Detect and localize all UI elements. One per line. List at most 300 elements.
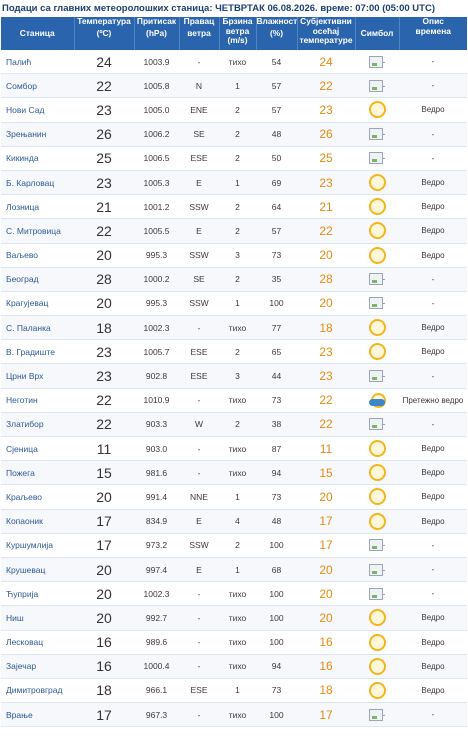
station-name[interactable]: Сомбор (1, 74, 74, 98)
wind-speed-value: 2 (219, 146, 256, 170)
sun-icon (369, 464, 386, 481)
wind-direction-value: ESE (179, 146, 219, 170)
wind-direction-value: - (179, 630, 219, 654)
feels-like-value: 17 (297, 703, 355, 727)
humidity-value: 57 (256, 219, 297, 243)
header-station: Станица (1, 17, 74, 50)
temperature-value: 23 (74, 340, 134, 364)
station-name[interactable]: Пожега (1, 461, 74, 485)
wind-speed-value: 4 (219, 509, 256, 533)
symbol-cell (355, 243, 399, 267)
temperature-value: 20 (74, 557, 134, 581)
sun-icon (369, 658, 386, 675)
pressure-value: 834.9 (134, 509, 179, 533)
feels-like-value: 20 (297, 485, 355, 509)
wind-direction-value: W (179, 412, 219, 436)
wind-speed-value: 3 (219, 243, 256, 267)
weather-description: - (399, 703, 467, 727)
sun-icon (369, 222, 386, 239)
weather-description: Претежно ведро (399, 388, 467, 412)
broken-image-icon (369, 297, 383, 309)
station-name[interactable]: Краљево (1, 485, 74, 509)
station-name[interactable]: Б. Карловац (1, 170, 74, 194)
wind-speed-value: тихо (219, 316, 256, 340)
weather-description: Ведро (399, 316, 467, 340)
pressure-value: 995.3 (134, 243, 179, 267)
humidity-value: 44 (256, 364, 297, 388)
humidity-value: 100 (256, 582, 297, 606)
wind-speed-value: тихо (219, 582, 256, 606)
station-name[interactable]: С. Паланка (1, 316, 74, 340)
wind-direction-value: ESE (179, 340, 219, 364)
table-row (1, 437, 467, 461)
feels-like-value: 23 (297, 98, 355, 122)
pressure-value: 1000.4 (134, 654, 179, 678)
station-name[interactable]: Београд (1, 267, 74, 291)
sun-icon (369, 513, 386, 530)
sun-icon (369, 634, 386, 651)
weather-description: - (399, 74, 467, 98)
symbol-cell: - (355, 50, 399, 74)
wind-speed-value: тихо (219, 50, 256, 74)
pressure-value: 967.3 (134, 703, 179, 727)
header-symbol: Симбол (355, 17, 399, 50)
wind-speed-value: 2 (219, 267, 256, 291)
humidity-value: 100 (256, 630, 297, 654)
station-name[interactable]: Лозница (1, 195, 74, 219)
pressure-value: 995.3 (134, 291, 179, 315)
symbol-cell (355, 606, 399, 630)
wind-direction-value: N (179, 74, 219, 98)
station-name[interactable]: Златибор (1, 412, 74, 436)
sun-icon (369, 319, 386, 336)
temperature-value: 11 (74, 437, 134, 461)
station-name[interactable]: Зрењанин (1, 122, 74, 146)
station-name[interactable]: Неготин (1, 388, 74, 412)
weather-description: Ведро (399, 630, 467, 654)
wind-direction-value: - (179, 316, 219, 340)
station-name[interactable]: Ваљево (1, 243, 74, 267)
symbol-cell (355, 388, 399, 412)
weather-description: - (399, 533, 467, 557)
wind-speed-value: 2 (219, 340, 256, 364)
table-row (1, 557, 467, 581)
humidity-value: 38 (256, 412, 297, 436)
symbol-cell: - (355, 122, 399, 146)
feels-like-value: 16 (297, 630, 355, 654)
symbol-cell (355, 98, 399, 122)
humidity-value: 100 (256, 291, 297, 315)
sun-icon (369, 609, 386, 626)
broken-image-icon (369, 56, 383, 68)
temperature-value: 18 (74, 316, 134, 340)
table-row (1, 533, 467, 557)
table-header (1, 17, 467, 50)
wind-direction-value: - (179, 461, 219, 485)
pressure-value: 1006.2 (134, 122, 179, 146)
table-row (1, 461, 467, 485)
wind-direction-value: SE (179, 267, 219, 291)
temperature-value: 18 (74, 678, 134, 702)
weather-description: - (399, 146, 467, 170)
wind-direction-value: ESE (179, 678, 219, 702)
humidity-value: 73 (256, 243, 297, 267)
feels-like-value: 20 (297, 557, 355, 581)
temperature-value: 20 (74, 606, 134, 630)
broken-image-icon (369, 539, 383, 551)
weather-description: Ведро (399, 461, 467, 485)
humidity-value: 57 (256, 98, 297, 122)
temperature-value: 16 (74, 654, 134, 678)
temperature-value: 20 (74, 243, 134, 267)
weather-description: Ведро (399, 243, 467, 267)
humidity-value: 48 (256, 122, 297, 146)
symbol-cell (355, 509, 399, 533)
wind-speed-value: тихо (219, 630, 256, 654)
table-row (1, 654, 467, 678)
broken-image-icon (369, 588, 383, 600)
weather-description: Ведро (399, 170, 467, 194)
pressure-value: 903.3 (134, 412, 179, 436)
station-name[interactable]: Палић (1, 50, 74, 74)
sun-icon (369, 101, 386, 118)
temperature-value: 20 (74, 291, 134, 315)
temperature-value: 28 (74, 267, 134, 291)
pressure-value: 1005.5 (134, 219, 179, 243)
temperature-value: 24 (74, 50, 134, 74)
humidity-value: 54 (256, 50, 297, 74)
station-name[interactable]: С. Митровица (1, 219, 74, 243)
temperature-value: 17 (74, 509, 134, 533)
broken-image-icon (369, 128, 383, 140)
temperature-value: 22 (74, 74, 134, 98)
feels-like-value: 24 (297, 50, 355, 74)
humidity-value: 94 (256, 461, 297, 485)
wind-speed-value: 2 (219, 219, 256, 243)
feels-like-value: 22 (297, 388, 355, 412)
wind-direction-value: - (179, 703, 219, 727)
humidity-value: 64 (256, 195, 297, 219)
wind-speed-value: 2 (219, 195, 256, 219)
broken-image-icon (369, 564, 383, 576)
wind-speed-value: 1 (219, 678, 256, 702)
wind-speed-value: тихо (219, 388, 256, 412)
wind-speed-value: 3 (219, 364, 256, 388)
weather-description: Ведро (399, 340, 467, 364)
wind-speed-value: тихо (219, 654, 256, 678)
caption-prefix: Подаци са главних метеоролошких станица: (2, 3, 213, 14)
sun-icon (369, 174, 386, 191)
humidity-value: 48 (256, 509, 297, 533)
station-name[interactable]: Сјеница (1, 437, 74, 461)
feels-like-value: 17 (297, 509, 355, 533)
table-row (1, 291, 467, 315)
header-wind-direction: Правац ветра (179, 17, 219, 50)
humidity-value: 73 (256, 388, 297, 412)
broken-image-icon (369, 418, 383, 430)
table-row (1, 364, 467, 388)
station-name[interactable]: В. Градиште (1, 340, 74, 364)
temperature-value: 23 (74, 98, 134, 122)
humidity-value: 35 (256, 267, 297, 291)
pressure-value: 1006.5 (134, 146, 179, 170)
wind-direction-value: SSW (179, 243, 219, 267)
table-row (1, 606, 467, 630)
table-row (1, 219, 467, 243)
feels-like-value: 11 (297, 437, 355, 461)
feels-like-value: 16 (297, 654, 355, 678)
table-row (1, 170, 467, 194)
temperature-value: 22 (74, 412, 134, 436)
weather-description: - (399, 582, 467, 606)
station-name[interactable]: Кикинда (1, 146, 74, 170)
temperature-value: 22 (74, 219, 134, 243)
caption-date: 06.08.2026. (267, 3, 318, 14)
symbol-cell (355, 195, 399, 219)
pressure-value: 902.8 (134, 364, 179, 388)
sun-icon (369, 343, 386, 360)
pressure-value: 981.6 (134, 461, 179, 485)
wind-speed-value: 2 (219, 122, 256, 146)
pressure-value: 992.7 (134, 606, 179, 630)
wind-speed-value: тихо (219, 437, 256, 461)
wind-speed-value: 2 (219, 98, 256, 122)
wind-speed-value: 1 (219, 485, 256, 509)
wind-direction-value: E (179, 509, 219, 533)
humidity-value: 68 (256, 557, 297, 581)
caption-time-label: време: (320, 3, 353, 14)
station-name[interactable]: Врање (1, 703, 74, 727)
weather-description: Ведро (399, 678, 467, 702)
temperature-value: 25 (74, 146, 134, 170)
symbol-cell (355, 219, 399, 243)
symbol-cell: - (355, 703, 399, 727)
symbol-cell: - (355, 291, 399, 315)
table-row (1, 678, 467, 702)
pressure-value: 997.4 (134, 557, 179, 581)
wind-direction-value: - (179, 654, 219, 678)
weather-description: - (399, 364, 467, 388)
feels-like-value: 20 (297, 582, 355, 606)
wind-direction-value: ESE (179, 364, 219, 388)
wind-direction-value: NNE (179, 485, 219, 509)
pressure-value: 1005.3 (134, 170, 179, 194)
symbol-cell (355, 437, 399, 461)
feels-like-value: 28 (297, 267, 355, 291)
wind-speed-value: тихо (219, 703, 256, 727)
broken-image-icon (369, 273, 383, 285)
weather-description: Ведро (399, 606, 467, 630)
humidity-value: 87 (256, 437, 297, 461)
station-name[interactable]: Ниш (1, 606, 74, 630)
pressure-value: 1001.2 (134, 195, 179, 219)
feels-like-value: 21 (297, 195, 355, 219)
symbol-cell: - (355, 582, 399, 606)
feels-like-value: 22 (297, 412, 355, 436)
feels-like-value: 22 (297, 219, 355, 243)
symbol-cell (355, 630, 399, 654)
temperature-value: 23 (74, 170, 134, 194)
broken-image-icon (369, 152, 383, 164)
temperature-value: 15 (74, 461, 134, 485)
broken-image-icon (369, 80, 383, 92)
pressure-value: 991.4 (134, 485, 179, 509)
symbol-cell (355, 485, 399, 509)
broken-image-icon (369, 709, 383, 721)
station-name[interactable]: Зајечар (1, 654, 74, 678)
pressure-value: 1000.2 (134, 267, 179, 291)
table-row (1, 388, 467, 412)
table-row (1, 582, 467, 606)
symbol-cell (355, 461, 399, 485)
sun-icon (369, 247, 386, 264)
page-caption (0, 0, 468, 17)
wind-direction-value: E (179, 170, 219, 194)
header-description: Опис времена (399, 17, 467, 50)
pressure-value: 1002.3 (134, 316, 179, 340)
table-row (1, 74, 467, 98)
symbol-cell: - (355, 74, 399, 98)
humidity-value: 65 (256, 340, 297, 364)
broken-image-icon (369, 370, 383, 382)
feels-like-value: 23 (297, 364, 355, 388)
pressure-value: 966.1 (134, 678, 179, 702)
symbol-cell: - (355, 557, 399, 581)
humidity-value: 57 (256, 74, 297, 98)
header-temperature: Температура (ºC) (74, 17, 134, 50)
symbol-cell: - (355, 267, 399, 291)
station-name[interactable]: Нови Сад (1, 98, 74, 122)
sun-icon (369, 198, 386, 215)
wind-direction-value: SSW (179, 195, 219, 219)
weather-description: - (399, 291, 467, 315)
pressure-value: 1005.7 (134, 340, 179, 364)
weather-table (1, 17, 467, 727)
station-name[interactable]: Крагујевац (1, 291, 74, 315)
feels-like-value: 18 (297, 678, 355, 702)
caption-day: ЧЕТВРТАК (215, 3, 265, 14)
feels-like-value: 17 (297, 533, 355, 557)
symbol-cell: - (355, 533, 399, 557)
weather-description: Ведро (399, 509, 467, 533)
table-row (1, 412, 467, 436)
humidity-value: 73 (256, 678, 297, 702)
symbol-cell: - (355, 364, 399, 388)
symbol-cell (355, 340, 399, 364)
wind-direction-value: E (179, 219, 219, 243)
station-name[interactable]: Црни Врх (1, 364, 74, 388)
station-name[interactable]: Крушевац (1, 557, 74, 581)
weather-description: Ведро (399, 437, 467, 461)
station-name[interactable]: Ћуприја (1, 582, 74, 606)
wind-direction-value: - (179, 50, 219, 74)
humidity-value: 77 (256, 316, 297, 340)
wind-direction-value: SE (179, 122, 219, 146)
station-name[interactable]: Лесковац (1, 630, 74, 654)
station-name[interactable]: Куршумлија (1, 533, 74, 557)
wind-direction-value: SSW (179, 533, 219, 557)
table-row (1, 98, 467, 122)
pressure-value: 1005.8 (134, 74, 179, 98)
table-row (1, 243, 467, 267)
humidity-value: 69 (256, 170, 297, 194)
pressure-value: 1003.9 (134, 50, 179, 74)
table-row (1, 316, 467, 340)
table-row (1, 485, 467, 509)
temperature-value: 17 (74, 533, 134, 557)
table-row (1, 340, 467, 364)
temperature-value: 22 (74, 388, 134, 412)
wind-direction-value: - (179, 437, 219, 461)
wind-speed-value: тихо (219, 606, 256, 630)
weather-description: Ведро (399, 98, 467, 122)
pressure-value: 973.2 (134, 533, 179, 557)
weather-description: - (399, 50, 467, 74)
feels-like-value: 26 (297, 122, 355, 146)
feels-like-value: 18 (297, 316, 355, 340)
temperature-value: 20 (74, 485, 134, 509)
wind-direction-value: E (179, 557, 219, 581)
feels-like-value: 23 (297, 170, 355, 194)
wind-speed-value: 2 (219, 533, 256, 557)
table-row (1, 122, 467, 146)
symbol-cell (355, 654, 399, 678)
sun-icon (369, 488, 386, 505)
feels-like-value: 22 (297, 74, 355, 98)
feels-like-value: 23 (297, 340, 355, 364)
weather-description: Ведро (399, 219, 467, 243)
table-row (1, 195, 467, 219)
pressure-value: 989.6 (134, 630, 179, 654)
wind-direction-value: - (179, 582, 219, 606)
header-feels-like: Субјективни осећај температуре (297, 17, 355, 50)
humidity-value: 100 (256, 533, 297, 557)
symbol-cell: - (355, 146, 399, 170)
weather-description: - (399, 267, 467, 291)
table-row (1, 703, 467, 727)
partly-cloudy-icon (369, 393, 386, 408)
temperature-value: 16 (74, 630, 134, 654)
temperature-value: 20 (74, 582, 134, 606)
station-name[interactable]: Димитровград (1, 678, 74, 702)
header-humidity: Влажност (%) (256, 17, 297, 50)
weather-description: - (399, 412, 467, 436)
humidity-value: 50 (256, 146, 297, 170)
feels-like-value: 20 (297, 243, 355, 267)
feels-like-value: 25 (297, 146, 355, 170)
pressure-value: 1010.9 (134, 388, 179, 412)
wind-direction-value: - (179, 388, 219, 412)
wind-speed-value: 1 (219, 170, 256, 194)
humidity-value: 73 (256, 485, 297, 509)
temperature-value: 23 (74, 364, 134, 388)
caption-time: 07:00 (05:00 UTC) (355, 3, 435, 14)
weather-description: Ведро (399, 195, 467, 219)
table-row (1, 267, 467, 291)
sun-icon (369, 682, 386, 699)
pressure-value: 903.0 (134, 437, 179, 461)
header-wind-speed: Брзина ветра (m/s) (219, 17, 256, 50)
station-name[interactable]: Копаоник (1, 509, 74, 533)
symbol-cell (355, 316, 399, 340)
temperature-value: 17 (74, 703, 134, 727)
wind-direction-value: ENE (179, 98, 219, 122)
wind-speed-value: 2 (219, 412, 256, 436)
humidity-value: 100 (256, 703, 297, 727)
header-pressure: Притисак (hPa) (134, 17, 179, 50)
weather-description: - (399, 122, 467, 146)
temperature-value: 21 (74, 195, 134, 219)
